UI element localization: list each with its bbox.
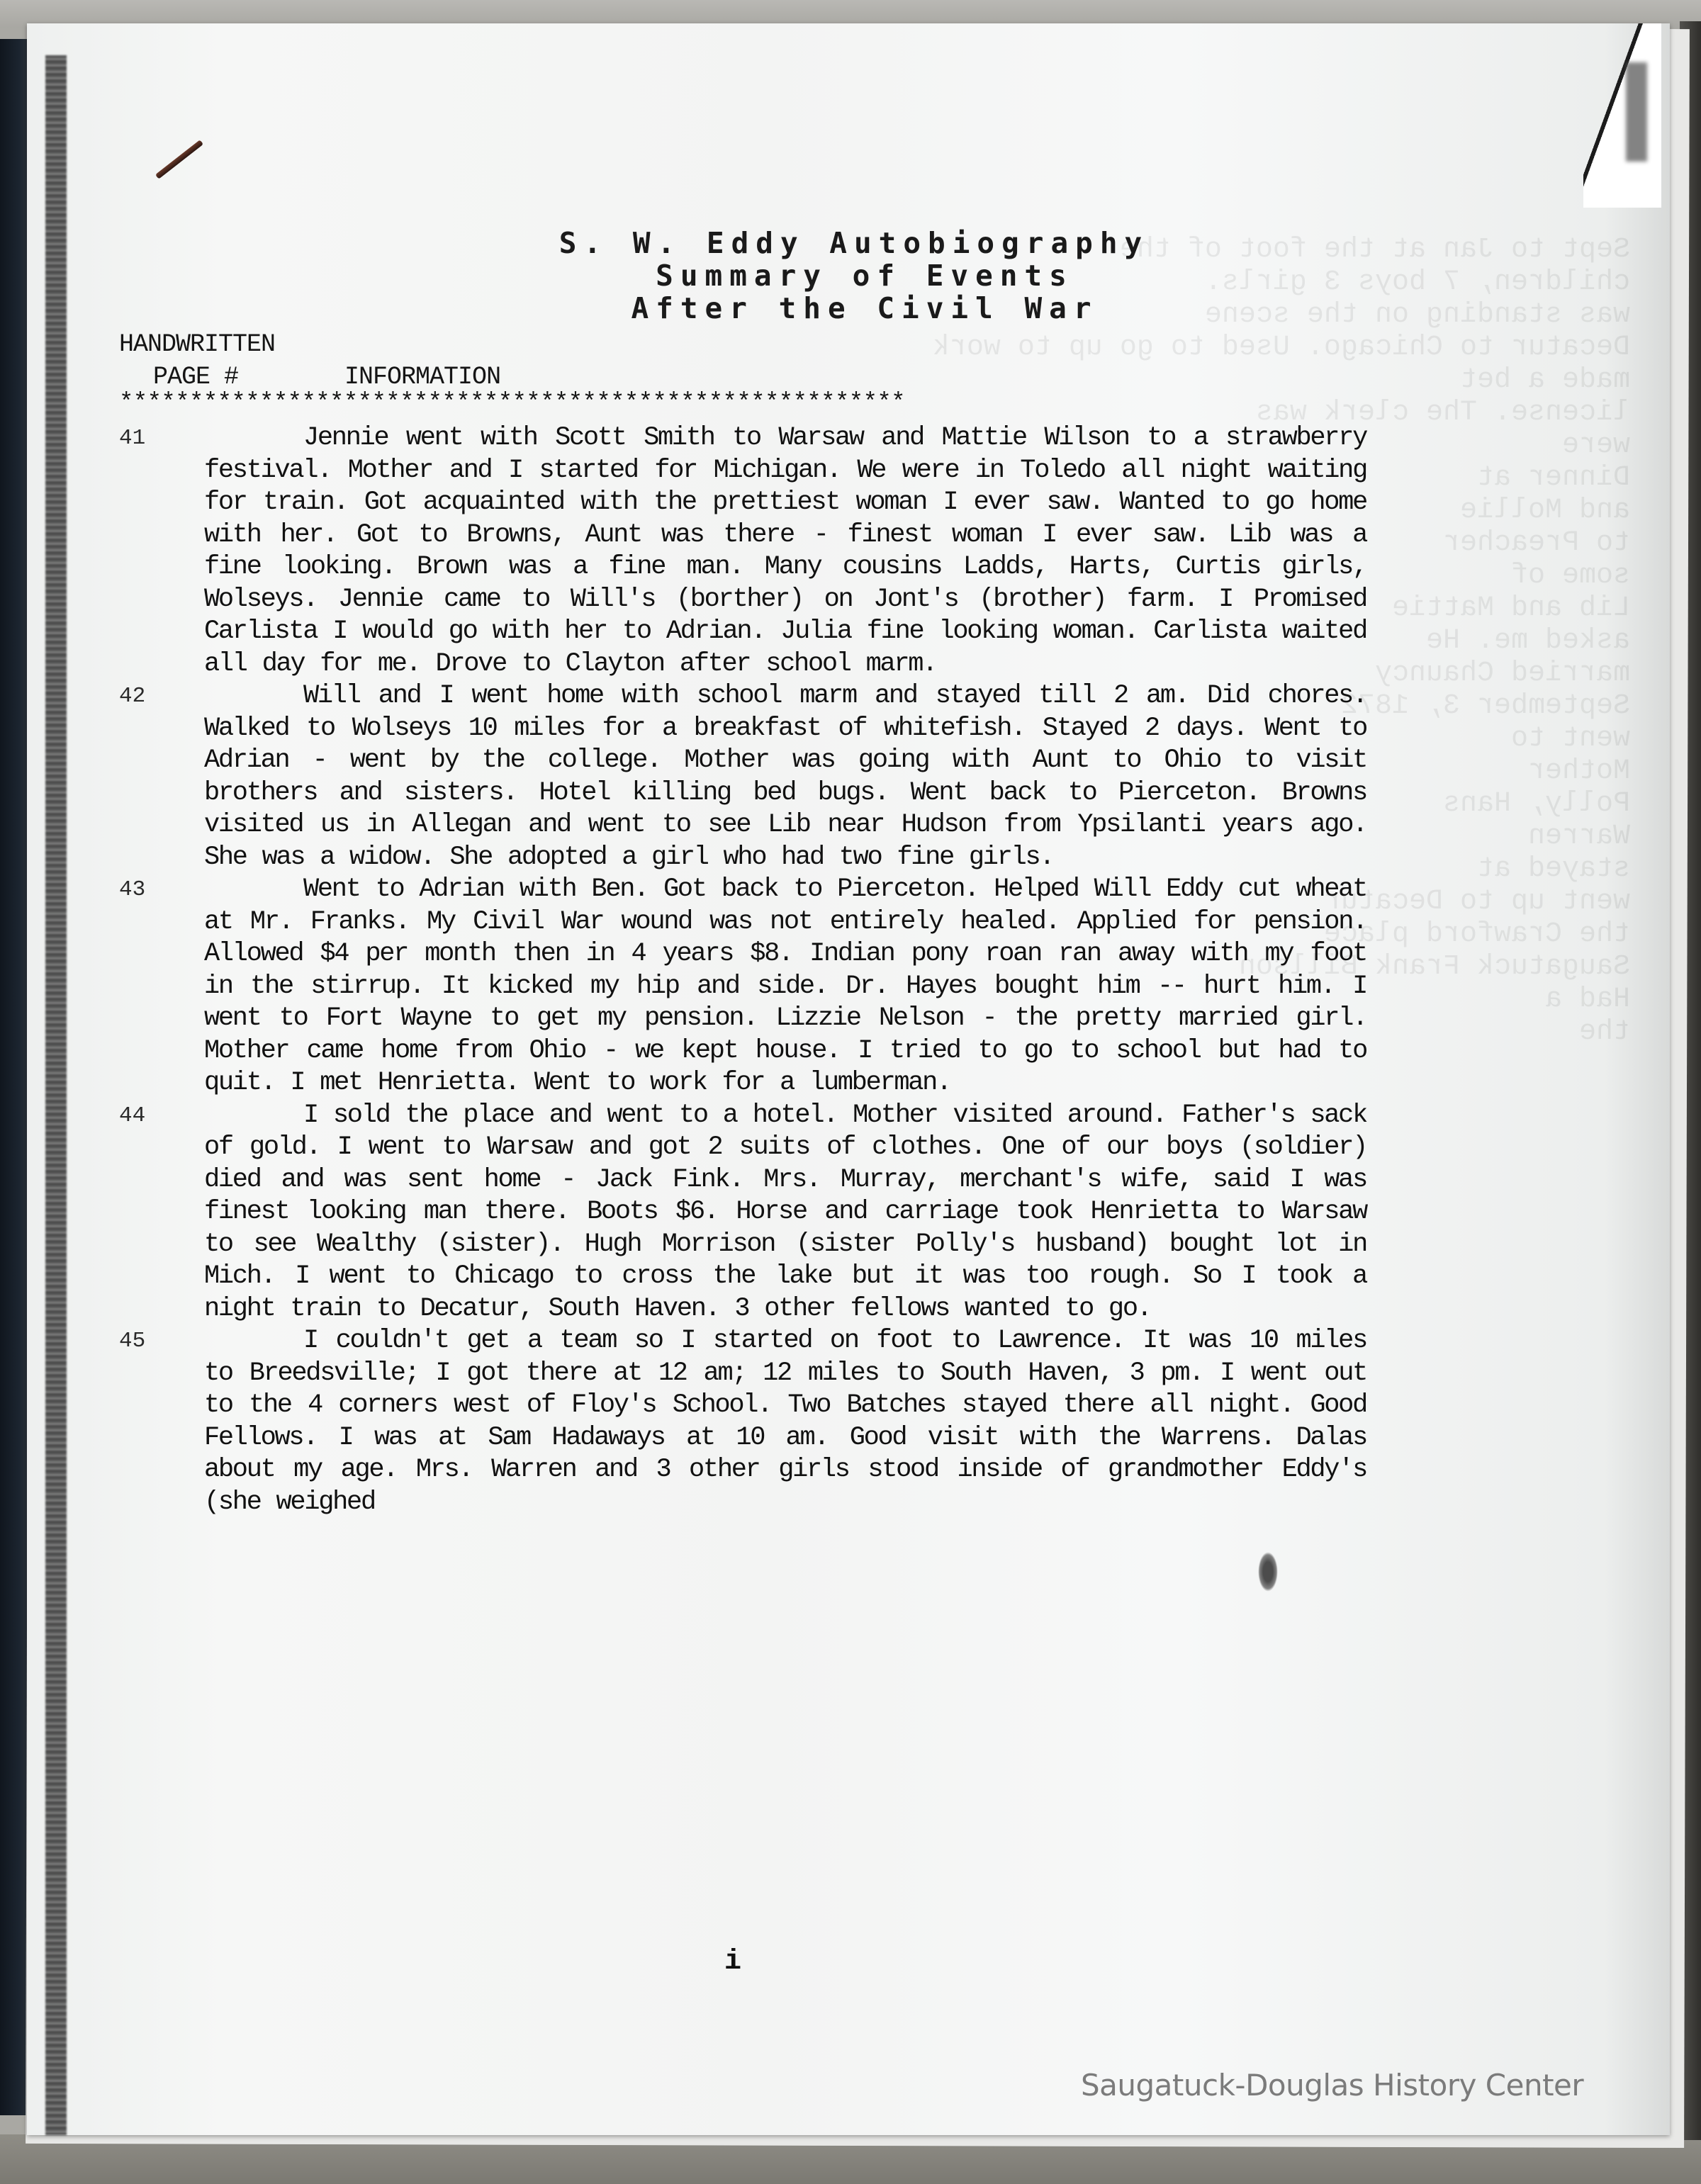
entries-list <box>119 422 1366 1519</box>
entry-text: Went to Adrian with Ben. Got back to Pierceton. Helped Will Eddy cut wheat at Mr. Franks. My Civil War wound was not entirely healed. Applied for pension. Allowed $4 per month then in 4 years $8. Indian pony roan ran away with my foot in the stirrup. It kicked my hip and side. Dr. Hayes bought him -- hurt him. I went to Fort Wayne to get my pension. Lizzie Nelson - the pretty married girl. Mother came home from Ohio - we kept house. I tried to go to school but had to quit. I met Henrietta. Went to work for a lumberman. <box>204 874 1366 1098</box>
entry-page-42 <box>119 680 1366 874</box>
column-header <box>119 328 500 393</box>
entry-page-number: 44 <box>119 1103 146 1128</box>
separator-line: ******************************************************** <box>119 390 905 417</box>
entry-page-41 <box>119 422 1366 680</box>
entry-page-45 <box>119 1325 1366 1519</box>
entry-page-number: 43 <box>119 877 146 902</box>
title-line-2: Summary of Events <box>656 259 1074 293</box>
ink-speck <box>1258 1552 1278 1592</box>
entry-page-number: 45 <box>119 1329 146 1353</box>
watermark: Saugatuck-Douglas History Center <box>1081 2068 1584 2103</box>
header-information: INFORMATION <box>344 363 501 391</box>
entry-page-44 <box>119 1100 1366 1326</box>
title-line-1: S. W. Eddy Autobiography <box>558 226 1150 260</box>
document-title <box>0 227 1701 325</box>
title-line-3: After the Civil War <box>631 291 1099 325</box>
page-number: i <box>724 1946 742 1978</box>
corner-smudge <box>1626 62 1647 162</box>
entry-text: I sold the place and went to a hotel. Mother visited around. Father's sack of gold. I went to Warsaw and got 2 suits of clothes. One of our boys (soldier) died and was sent home - Jack Fink. Mrs. Murray, merchant's wife, said I was finest looking man there. Boots $6. Horse and carriage took Henrietta to Warsaw to see Wealthy (sister). Hugh Morrison (sister Polly's husband) bought lot in Mich. I went to Chicago to cross the lake but it was too rough. So I took a night train to Decatur, South Haven. 3 other fellows wanted to go. <box>204 1100 1366 1324</box>
entry-text: I couldn't get a team so I started on foot to Lawrence. It was 10 miles to Breedsville; I got there at 12 am; 12 miles to South Haven, 3 pm. I went out to the 4 corners west of Floy's School. Two Batches stayed there all night. Good Fellows. I was at Sam Hadaways at 10 am. Good visit with the Warrens. Dalas about my age. Mrs. Warren and 3 other girls stood inside of grandmother Eddy's (she weighed <box>204 1326 1366 1517</box>
entry-page-number: 42 <box>119 684 146 709</box>
stack-shadow-left <box>0 39 28 2115</box>
entry-text: Will and I went home with school marm and stayed till 2 am. Did chores. Walked to Wolseys 10 miles for a breakfast of whitefish. Stayed 2 days. Went to Adrian - went by the college. Mother was going with Aunt to Ohio to visit brothers and sisters. Hotel killing bed bugs. Went back to Pierceton. Browns visited us in Allegan and went to see Lib near Hudson from Ypsilanti years ago. She was a widow. She adopted a girl who had two fine girls. <box>204 681 1366 872</box>
entry-page-number: 41 <box>119 426 146 451</box>
binding-toner-smudge <box>45 55 67 2135</box>
folded-corner <box>1583 23 1661 208</box>
entry-text: Jennie went with Scott Smith to Warsaw and Mattie Wilson to a strawberry festival. Mother and I started for Michigan. We were in Toledo all night waiting for train. Got acquainted with the prettiest woman I ever saw. Wanted to go home with her. Got to Browns, Aunt was there - finest woman I ever saw. Lib was a fine looking. Brown was a fine man. Many cousins Ladds, Harts, Curtis girls, Wolseys. Jennie came to Will's (borther) on Jont's (brother) farm. I Promised Carlista I would go with her to Adrian. Julia fine looking woman. Carlista waited all day for me. Drove to Clayton after school marm. <box>204 423 1366 679</box>
header-handwritten: HANDWRITTEN <box>119 330 276 359</box>
header-page-number: PAGE # <box>153 363 239 391</box>
staple-icon <box>155 140 203 179</box>
entry-page-43 <box>119 874 1366 1100</box>
